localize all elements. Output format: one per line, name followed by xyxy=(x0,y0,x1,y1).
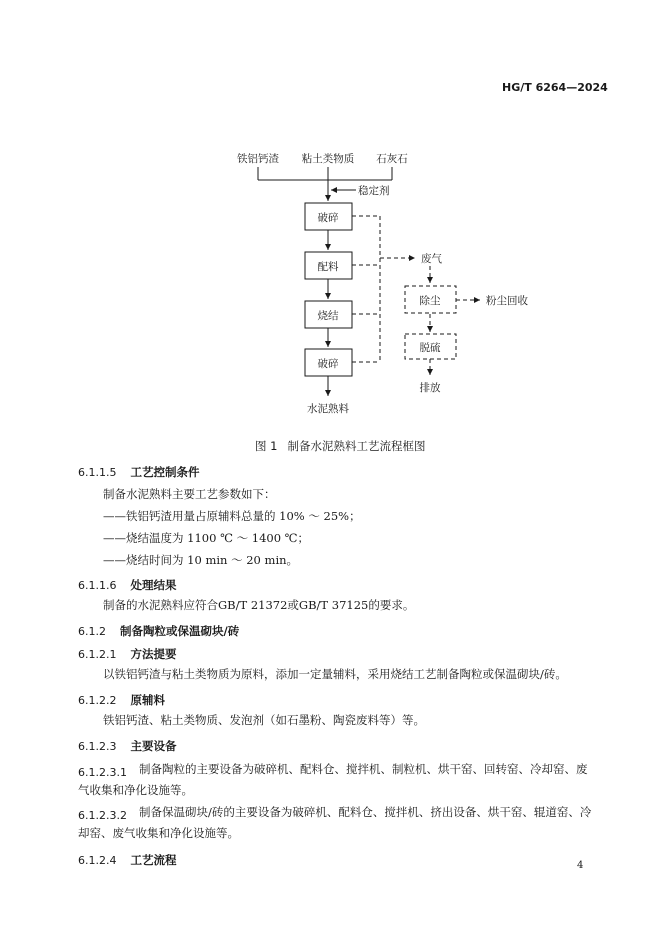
paragraph: 制备水泥熟料主要工艺参数如下： xyxy=(103,487,276,501)
clause-6-1-2-3-1 xyxy=(78,761,629,780)
section-heading-6-1-1-6 xyxy=(78,574,176,593)
clause-text: 制备保温砌块/砖的主要设备为破碎机、配料仓、搅拌机、挤出设备、烘干窑、辊道窑、冷 xyxy=(138,805,592,819)
section-title: 主要设备 xyxy=(130,739,177,753)
figure-caption xyxy=(255,438,425,454)
dust-recovery-label: 粉尘回收 xyxy=(486,295,528,307)
section-number: 6.1.1.6 xyxy=(78,579,117,592)
step-sintering-label: 烧结 xyxy=(317,310,339,322)
waste-gas-label: 废气 xyxy=(421,253,442,265)
section-title: 工艺流程 xyxy=(130,853,177,867)
step-crushing-label: 破碎 xyxy=(317,212,339,224)
clause-text-continued: 气收集和净化设施等。 xyxy=(78,783,193,797)
process-flow-diagram xyxy=(0,0,662,440)
paragraph: 制备的水泥熟料应符合GB/T 21372或GB/T 37125的要求。 xyxy=(103,598,415,612)
section-number: 6.1.2 xyxy=(78,625,106,638)
section-heading-6-1-1-5 xyxy=(78,461,199,480)
list-item: ——烧结温度为 1100 ℃ ～ 1400 ℃； xyxy=(103,531,310,545)
list-item: ——烧结时间为 10 min ～ 20 min。 xyxy=(103,553,299,567)
section-heading-6-1-2 xyxy=(78,620,239,639)
section-title: 原辅料 xyxy=(130,693,165,707)
input-iron-aluminum-calcium-slag: 铁铝钙渣 xyxy=(237,153,279,165)
section-title: 工艺控制条件 xyxy=(130,465,200,479)
clause-6-1-2-3-2 xyxy=(78,804,629,823)
clause-number: 6.1.2.3.2 xyxy=(78,809,127,822)
section-heading-6-1-2-4 xyxy=(78,849,176,868)
document-code: HG/T 6264—2024 xyxy=(502,81,608,94)
figure-caption-title: 制备水泥熟料工艺流程框图 xyxy=(287,439,426,453)
paragraph: 以铁铝钙渣与粘土类物质为原料，添加一定量辅料，采用烧结工艺制备陶粒或保温砌块/砖。 xyxy=(103,667,567,681)
section-heading-6-1-2-2 xyxy=(78,689,165,708)
section-number: 6.1.2.1 xyxy=(78,648,117,661)
section-title: 方法提要 xyxy=(130,647,177,661)
step-batching-label: 配料 xyxy=(317,261,339,273)
paragraph: 铁铝钙渣、粘土类物质、发泡剂（如石墨粉、陶瓷废料等）等。 xyxy=(103,713,425,727)
section-title: 制备陶粒或保温砌块/砖 xyxy=(120,624,240,638)
section-heading-6-1-2-1 xyxy=(78,643,176,662)
discharge-label: 排放 xyxy=(419,382,441,394)
clause-number: 6.1.2.3.1 xyxy=(78,766,127,779)
section-title: 处理结果 xyxy=(130,578,177,592)
section-number: 6.1.2.2 xyxy=(78,694,117,707)
figure-caption-number: 图 1 xyxy=(255,439,278,453)
clause-text: 制备陶粒的主要设备为破碎机、配料仓、搅拌机、制粒机、烘干窑、回转窑、冷却窑、废 xyxy=(138,762,588,776)
section-number: 6.1.2.4 xyxy=(78,854,117,867)
list-item: ——铁铝钙渣用量占原辅料总量的 10% ～ 25%； xyxy=(103,509,361,523)
input-limestone: 石灰石 xyxy=(376,153,408,165)
page-number: 4 xyxy=(577,860,584,871)
input-clay-material: 粘土类物质 xyxy=(301,153,355,165)
clause-text-continued: 却窑、废气收集和净化设施等。 xyxy=(78,826,239,840)
product-cement-clinker: 水泥熟料 xyxy=(307,403,349,415)
stabilizer-label: 稳定剂 xyxy=(358,185,390,197)
step-crushing-2-label: 破碎 xyxy=(317,358,339,370)
dust-removal-label: 除尘 xyxy=(419,295,441,307)
section-heading-6-1-2-3 xyxy=(78,735,176,754)
section-number: 6.1.2.3 xyxy=(78,740,117,753)
section-number: 6.1.1.5 xyxy=(78,466,117,479)
desulfurization-label: 脱硫 xyxy=(419,342,441,354)
